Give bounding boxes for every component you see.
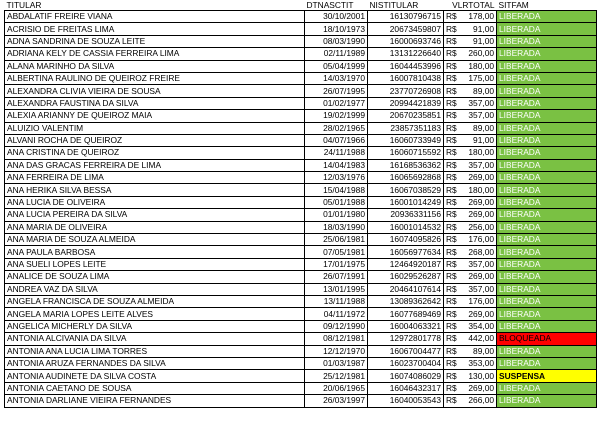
cell-dtnascit[interactable]: 20/06/1965 bbox=[305, 382, 368, 394]
beneficiary-table bbox=[4, 0, 597, 408]
cell-dtnascit[interactable]: 14/03/1970 bbox=[305, 72, 368, 84]
cell-vlrtotal[interactable]: 269,00 bbox=[464, 209, 497, 221]
table-row[interactable] bbox=[5, 48, 597, 60]
cell-titular[interactable]: ADRIANA KELY DE CASSIA FERREIRA LIMA bbox=[5, 48, 305, 60]
cell-nistitular[interactable]: 16001014532 bbox=[368, 221, 444, 233]
cell-titular[interactable]: ANDREA VAZ DA SILVA bbox=[5, 283, 305, 295]
cell-sitfam[interactable]: LIBERADA bbox=[497, 11, 597, 23]
cell-dtnascit[interactable]: 14/04/1983 bbox=[305, 159, 368, 171]
cell-dtnascit[interactable]: 26/03/1997 bbox=[305, 395, 368, 407]
header-vlrtotal: VLRTOTAL bbox=[452, 0, 495, 10]
cell-nistitular[interactable]: 13089362642 bbox=[368, 295, 444, 307]
cell-currency[interactable]: R$ bbox=[444, 234, 464, 246]
cell-vlrtotal[interactable]: 269,00 bbox=[464, 308, 497, 320]
cell-currency[interactable]: R$ bbox=[444, 172, 464, 184]
cell-sitfam[interactable]: LIBERADA bbox=[497, 308, 597, 320]
cell-dtnascit[interactable]: 18/03/1990 bbox=[305, 221, 368, 233]
cell-titular[interactable]: ALEXIA ARIANNY DE QUEIROZ MAIA bbox=[5, 110, 305, 122]
cell-sitfam[interactable]: LIBERADA bbox=[497, 271, 597, 283]
cell-dtnascit[interactable]: 13/01/1995 bbox=[305, 283, 368, 295]
cell-dtnascit[interactable]: 02/11/1989 bbox=[305, 48, 368, 60]
table-row[interactable] bbox=[5, 72, 597, 84]
cell-vlrtotal[interactable]: 89,00 bbox=[464, 345, 497, 357]
header-nistitular: NISTITULAR bbox=[369, 0, 419, 10]
header-dtnascit: DTNASCTIT bbox=[306, 0, 354, 10]
cell-nistitular[interactable]: 16060733949 bbox=[368, 134, 444, 146]
cell-titular[interactable]: ANTONIA DARLIANE VIEIRA FERNANDES bbox=[5, 395, 305, 407]
cell-dtnascit[interactable]: 08/03/1990 bbox=[305, 35, 368, 47]
cell-currency[interactable]: R$ bbox=[444, 11, 464, 23]
cell-dtnascit[interactable]: 26/07/1991 bbox=[305, 271, 368, 283]
cell-titular[interactable]: ANA MARIA DE SOUZA ALMEIDA bbox=[5, 234, 305, 246]
cell-currency[interactable]: R$ bbox=[444, 122, 464, 134]
cell-vlrtotal[interactable]: 180,00 bbox=[464, 60, 497, 72]
cell-titular[interactable]: ALVANI ROCHA DE QUEIROZ bbox=[5, 134, 305, 146]
cell-sitfam[interactable]: LIBERADA bbox=[497, 184, 597, 196]
cell-sitfam[interactable]: LIBERADA bbox=[497, 72, 597, 84]
cell-currency[interactable]: R$ bbox=[444, 85, 464, 97]
cell-titular[interactable]: ANTONIA ARUZA FERNANDES DA SILVA bbox=[5, 357, 305, 369]
table-row[interactable] bbox=[5, 35, 597, 47]
cell-nistitular[interactable]: 16001014249 bbox=[368, 196, 444, 208]
cell-titular[interactable]: ANTONIA ANA LUCIA LIMA TORRES bbox=[5, 345, 305, 357]
cell-vlrtotal[interactable]: 269,00 bbox=[464, 271, 497, 283]
cell-dtnascit[interactable]: 08/12/1981 bbox=[305, 333, 368, 345]
cell-titular[interactable]: ANA SUELI LOPES LEITE bbox=[5, 258, 305, 270]
cell-sitfam[interactable]: LIBERADA bbox=[497, 345, 597, 357]
cell-sitfam[interactable]: LIBERADA bbox=[497, 209, 597, 221]
cell-sitfam[interactable]: LIBERADA bbox=[497, 110, 597, 122]
table-row[interactable] bbox=[5, 283, 597, 295]
cell-dtnascit[interactable]: 15/04/1988 bbox=[305, 184, 368, 196]
cell-vlrtotal[interactable]: 268,00 bbox=[464, 246, 497, 258]
cell-vlrtotal[interactable]: 180,00 bbox=[464, 147, 497, 159]
cell-nistitular[interactable]: 20936331156 bbox=[368, 209, 444, 221]
cell-nistitular[interactable]: 20673459807 bbox=[368, 23, 444, 35]
cell-sitfam[interactable]: LIBERADA bbox=[497, 295, 597, 307]
cell-titular[interactable]: ACRISIO DE FREITAS LIMA bbox=[5, 23, 305, 35]
table-row[interactable] bbox=[5, 320, 597, 332]
cell-currency[interactable]: R$ bbox=[444, 97, 464, 109]
cell-vlrtotal[interactable]: 357,00 bbox=[464, 110, 497, 122]
cell-titular[interactable]: ANA LUCIA DE OLIVEIRA bbox=[5, 196, 305, 208]
cell-currency[interactable]: R$ bbox=[444, 209, 464, 221]
cell-nistitular[interactable]: 16007810438 bbox=[368, 72, 444, 84]
cell-currency[interactable]: R$ bbox=[444, 35, 464, 47]
cell-titular[interactable]: ANALICE DE SOUZA LIMA bbox=[5, 271, 305, 283]
cell-nistitular[interactable]: 16056977634 bbox=[368, 246, 444, 258]
cell-sitfam[interactable]: LIBERADA bbox=[497, 221, 597, 233]
cell-titular[interactable]: ANGELICA MICHERLY DA SILVA bbox=[5, 320, 305, 332]
cell-vlrtotal[interactable]: 256,00 bbox=[464, 221, 497, 233]
table-row[interactable] bbox=[5, 97, 597, 109]
cell-titular[interactable]: ADNA SANDRINA DE SOUZA LEITE bbox=[5, 35, 305, 47]
cell-sitfam[interactable]: LIBERADA bbox=[497, 97, 597, 109]
cell-nistitular[interactable]: 16046432317 bbox=[368, 382, 444, 394]
table-row[interactable] bbox=[5, 295, 597, 307]
cell-currency[interactable]: R$ bbox=[444, 159, 464, 171]
cell-vlrtotal[interactable]: 178,00 bbox=[464, 11, 497, 23]
cell-nistitular[interactable]: 16074095826 bbox=[368, 234, 444, 246]
cell-sitfam[interactable]: LIBERADA bbox=[497, 395, 597, 407]
header-sitfam: SITFAM bbox=[498, 0, 529, 10]
cell-sitfam[interactable]: LIBERADA bbox=[497, 134, 597, 146]
cell-dtnascit[interactable]: 01/03/1987 bbox=[305, 357, 368, 369]
table-body bbox=[5, 11, 597, 408]
cell-currency[interactable]: R$ bbox=[444, 147, 464, 159]
cell-nistitular[interactable]: 23770726908 bbox=[368, 85, 444, 97]
cell-nistitular[interactable]: 23857351183 bbox=[368, 122, 444, 134]
table-row[interactable] bbox=[5, 209, 597, 221]
cell-titular[interactable]: ANA FERREIRA DE LIMA bbox=[5, 172, 305, 184]
cell-vlrtotal[interactable]: 266,00 bbox=[464, 395, 497, 407]
cell-currency[interactable]: R$ bbox=[444, 23, 464, 35]
cell-currency[interactable]: R$ bbox=[444, 221, 464, 233]
table-row[interactable] bbox=[5, 172, 597, 184]
cell-vlrtotal[interactable]: 260,00 bbox=[464, 48, 497, 60]
header-row bbox=[5, 0, 597, 11]
table-row[interactable] bbox=[5, 60, 597, 72]
cell-nistitular[interactable]: 16004063321 bbox=[368, 320, 444, 332]
cell-dtnascit[interactable]: 04/11/1972 bbox=[305, 308, 368, 320]
cell-vlrtotal[interactable]: 269,00 bbox=[464, 196, 497, 208]
cell-vlrtotal[interactable]: 357,00 bbox=[464, 258, 497, 270]
cell-dtnascit[interactable]: 28/02/1965 bbox=[305, 122, 368, 134]
cell-titular[interactable]: ANA HERIKA SILVA BESSA bbox=[5, 184, 305, 196]
table-row[interactable] bbox=[5, 395, 597, 407]
cell-nistitular[interactable]: 16029526287 bbox=[368, 271, 444, 283]
cell-titular[interactable]: ALEXANDRA CLIVIA VIEIRA DE SOUSA bbox=[5, 85, 305, 97]
cell-nistitular[interactable]: 16044453996 bbox=[368, 60, 444, 72]
cell-sitfam[interactable]: LIBERADA bbox=[497, 122, 597, 134]
cell-vlrtotal[interactable]: 176,00 bbox=[464, 295, 497, 307]
cell-currency[interactable]: R$ bbox=[444, 382, 464, 394]
cell-dtnascit[interactable]: 04/07/1966 bbox=[305, 134, 368, 146]
cell-vlrtotal[interactable]: 269,00 bbox=[464, 382, 497, 394]
cell-nistitular[interactable]: 13131226640 bbox=[368, 48, 444, 60]
cell-sitfam[interactable]: LIBERADA bbox=[497, 283, 597, 295]
table-row[interactable] bbox=[5, 258, 597, 270]
table-row[interactable] bbox=[5, 23, 597, 35]
cell-nistitular[interactable]: 20670235851 bbox=[368, 110, 444, 122]
cell-titular[interactable]: ANGELA FRANCISCA DE SOUZA ALMEIDA bbox=[5, 295, 305, 307]
cell-nistitular[interactable]: 20464107614 bbox=[368, 283, 444, 295]
cell-currency[interactable]: R$ bbox=[444, 395, 464, 407]
table-row[interactable] bbox=[5, 221, 597, 233]
cell-vlrtotal[interactable]: 91,00 bbox=[464, 35, 497, 47]
cell-titular[interactable]: ANA MARIA DE OLIVEIRA bbox=[5, 221, 305, 233]
cell-nistitular[interactable]: 16023700404 bbox=[368, 357, 444, 369]
cell-vlrtotal[interactable]: 354,00 bbox=[464, 320, 497, 332]
cell-titular[interactable]: ALUIZIO VALENTIM bbox=[5, 122, 305, 134]
table-row[interactable] bbox=[5, 234, 597, 246]
cell-dtnascit[interactable]: 26/07/1995 bbox=[305, 85, 368, 97]
cell-dtnascit[interactable]: 30/10/2001 bbox=[305, 11, 368, 23]
cell-vlrtotal[interactable]: 442,00 bbox=[464, 333, 497, 345]
cell-sitfam[interactable]: LIBERADA bbox=[497, 172, 597, 184]
cell-sitfam[interactable]: LIBERADA bbox=[497, 85, 597, 97]
cell-sitfam[interactable]: LIBERADA bbox=[497, 258, 597, 270]
spreadsheet bbox=[4, 0, 596, 408]
cell-dtnascit[interactable]: 01/01/1980 bbox=[305, 209, 368, 221]
cell-currency[interactable]: R$ bbox=[444, 246, 464, 258]
table-row[interactable] bbox=[5, 357, 597, 369]
cell-currency[interactable]: R$ bbox=[444, 345, 464, 357]
cell-dtnascit[interactable]: 12/03/1976 bbox=[305, 172, 368, 184]
cell-currency[interactable]: R$ bbox=[444, 196, 464, 208]
cell-vlrtotal[interactable]: 91,00 bbox=[464, 23, 497, 35]
cell-nistitular[interactable]: 16168536362 bbox=[368, 159, 444, 171]
cell-currency[interactable]: R$ bbox=[444, 60, 464, 72]
table-row[interactable] bbox=[5, 159, 597, 171]
cell-currency[interactable]: R$ bbox=[444, 258, 464, 270]
cell-dtnascit[interactable]: 01/02/1977 bbox=[305, 97, 368, 109]
cell-currency[interactable]: R$ bbox=[444, 110, 464, 122]
cell-titular[interactable]: ANA PAULA BARBOSA bbox=[5, 246, 305, 258]
cell-sitfam[interactable]: LIBERADA bbox=[497, 60, 597, 72]
cell-nistitular[interactable]: 16040053543 bbox=[368, 395, 444, 407]
cell-nistitular[interactable]: 16000693746 bbox=[368, 35, 444, 47]
table-row[interactable] bbox=[5, 333, 597, 345]
cell-vlrtotal[interactable]: 180,00 bbox=[464, 184, 497, 196]
cell-sitfam[interactable]: LIBERADA bbox=[497, 320, 597, 332]
cell-dtnascit[interactable]: 13/11/1988 bbox=[305, 295, 368, 307]
cell-nistitular[interactable]: 16067038529 bbox=[368, 184, 444, 196]
cell-currency[interactable]: R$ bbox=[444, 271, 464, 283]
cell-dtnascit[interactable]: 05/04/1999 bbox=[305, 60, 368, 72]
cell-vlrtotal[interactable]: 89,00 bbox=[464, 85, 497, 97]
cell-titular[interactable]: ABDALATIF FREIRE VIANA bbox=[5, 11, 305, 23]
cell-sitfam[interactable]: LIBERADA bbox=[497, 196, 597, 208]
cell-dtnascit[interactable]: 09/12/1990 bbox=[305, 320, 368, 332]
table-row[interactable] bbox=[5, 382, 597, 394]
cell-titular[interactable]: ANA DAS GRACAS FERREIRA DE LIMA bbox=[5, 159, 305, 171]
table-row[interactable] bbox=[5, 345, 597, 357]
cell-titular[interactable]: ANGELA MARIA LOPES LEITE ALVES bbox=[5, 308, 305, 320]
cell-sitfam[interactable]: LIBERADA bbox=[497, 23, 597, 35]
cell-titular[interactable]: ANA LUCIA PEREIRA DA SILVA bbox=[5, 209, 305, 221]
cell-vlrtotal[interactable]: 91,00 bbox=[464, 134, 497, 146]
cell-dtnascit[interactable]: 24/11/1988 bbox=[305, 147, 368, 159]
table-row[interactable] bbox=[5, 147, 597, 159]
table-row[interactable] bbox=[5, 122, 597, 134]
cell-sitfam[interactable]: SUSPENSA bbox=[497, 370, 597, 382]
table-row[interactable] bbox=[5, 11, 597, 23]
cell-dtnascit[interactable]: 18/10/1973 bbox=[305, 23, 368, 35]
cell-vlrtotal[interactable]: 176,00 bbox=[464, 234, 497, 246]
cell-currency[interactable]: R$ bbox=[444, 308, 464, 320]
cell-sitfam[interactable]: BLOQUEADA bbox=[497, 333, 597, 345]
cell-titular[interactable]: ALANA MARINHO DA SILVA bbox=[5, 60, 305, 72]
table-row[interactable] bbox=[5, 184, 597, 196]
cell-titular[interactable]: ANTONIA AUDINETE DA SILVA COSTA bbox=[5, 370, 305, 382]
cell-currency[interactable]: R$ bbox=[444, 320, 464, 332]
table-row[interactable] bbox=[5, 246, 597, 258]
cell-sitfam[interactable]: LIBERADA bbox=[497, 159, 597, 171]
table-row[interactable] bbox=[5, 110, 597, 122]
cell-titular[interactable]: ALEXANDRA FAUSTINA DA SILVA bbox=[5, 97, 305, 109]
cell-vlrtotal[interactable]: 130,00 bbox=[464, 370, 497, 382]
cell-sitfam[interactable]: LIBERADA bbox=[497, 357, 597, 369]
table-row[interactable] bbox=[5, 196, 597, 208]
cell-dtnascit[interactable]: 07/05/1981 bbox=[305, 246, 368, 258]
cell-currency[interactable]: R$ bbox=[444, 72, 464, 84]
cell-currency[interactable]: R$ bbox=[444, 370, 464, 382]
table-row[interactable] bbox=[5, 370, 597, 382]
cell-sitfam[interactable]: LIBERADA bbox=[497, 246, 597, 258]
cell-titular[interactable]: ANA CRISTINA DE QUEIROZ bbox=[5, 147, 305, 159]
cell-currency[interactable]: R$ bbox=[444, 134, 464, 146]
cell-currency[interactable]: R$ bbox=[444, 295, 464, 307]
cell-nistitular[interactable]: 12464920187 bbox=[368, 258, 444, 270]
cell-vlrtotal[interactable]: 175,00 bbox=[464, 72, 497, 84]
table-row[interactable] bbox=[5, 308, 597, 320]
cell-titular[interactable]: ALBERTINA RAULINO DE QUEIROZ FREIRE bbox=[5, 72, 305, 84]
cell-nistitular[interactable]: 16130796715 bbox=[368, 11, 444, 23]
cell-nistitular[interactable]: 20994421839 bbox=[368, 97, 444, 109]
cell-currency[interactable]: R$ bbox=[444, 333, 464, 345]
cell-nistitular[interactable]: 16074086029 bbox=[368, 370, 444, 382]
table-row[interactable] bbox=[5, 85, 597, 97]
cell-nistitular[interactable]: 16065692868 bbox=[368, 172, 444, 184]
cell-currency[interactable]: R$ bbox=[444, 48, 464, 60]
cell-nistitular[interactable]: 16077689469 bbox=[368, 308, 444, 320]
cell-vlrtotal[interactable]: 269,00 bbox=[464, 172, 497, 184]
cell-sitfam[interactable]: LIBERADA bbox=[497, 35, 597, 47]
cell-dtnascit[interactable]: 05/01/1988 bbox=[305, 196, 368, 208]
cell-titular[interactable]: ANTONIA ALCIVANIA DA SILVA bbox=[5, 333, 305, 345]
table-row[interactable] bbox=[5, 271, 597, 283]
table-row[interactable] bbox=[5, 134, 597, 146]
cell-sitfam[interactable]: LIBERADA bbox=[497, 382, 597, 394]
cell-dtnascit[interactable]: 19/02/1999 bbox=[305, 110, 368, 122]
cell-titular[interactable]: ANTONIA CAETANO DE SOUSA bbox=[5, 382, 305, 394]
cell-vlrtotal[interactable]: 89,00 bbox=[464, 122, 497, 134]
cell-vlrtotal[interactable]: 357,00 bbox=[464, 97, 497, 109]
cell-currency[interactable]: R$ bbox=[444, 357, 464, 369]
cell-nistitular[interactable]: 16067004477 bbox=[368, 345, 444, 357]
cell-sitfam[interactable]: LIBERADA bbox=[497, 147, 597, 159]
cell-dtnascit[interactable]: 12/12/1970 bbox=[305, 345, 368, 357]
cell-dtnascit[interactable]: 17/01/1975 bbox=[305, 258, 368, 270]
cell-sitfam[interactable]: LIBERADA bbox=[497, 234, 597, 246]
cell-currency[interactable]: R$ bbox=[444, 283, 464, 295]
cell-dtnascit[interactable]: 25/12/1981 bbox=[305, 370, 368, 382]
cell-vlrtotal[interactable]: 353,00 bbox=[464, 357, 497, 369]
cell-nistitular[interactable]: 12972801778 bbox=[368, 333, 444, 345]
cell-nistitular[interactable]: 16060715592 bbox=[368, 147, 444, 159]
cell-sitfam[interactable]: LIBERADA bbox=[497, 48, 597, 60]
cell-currency[interactable]: R$ bbox=[444, 184, 464, 196]
cell-vlrtotal[interactable]: 357,00 bbox=[464, 283, 497, 295]
cell-dtnascit[interactable]: 25/06/1981 bbox=[305, 234, 368, 246]
cell-vlrtotal[interactable]: 357,00 bbox=[464, 159, 497, 171]
header-titular: TITULAR bbox=[6, 0, 42, 10]
